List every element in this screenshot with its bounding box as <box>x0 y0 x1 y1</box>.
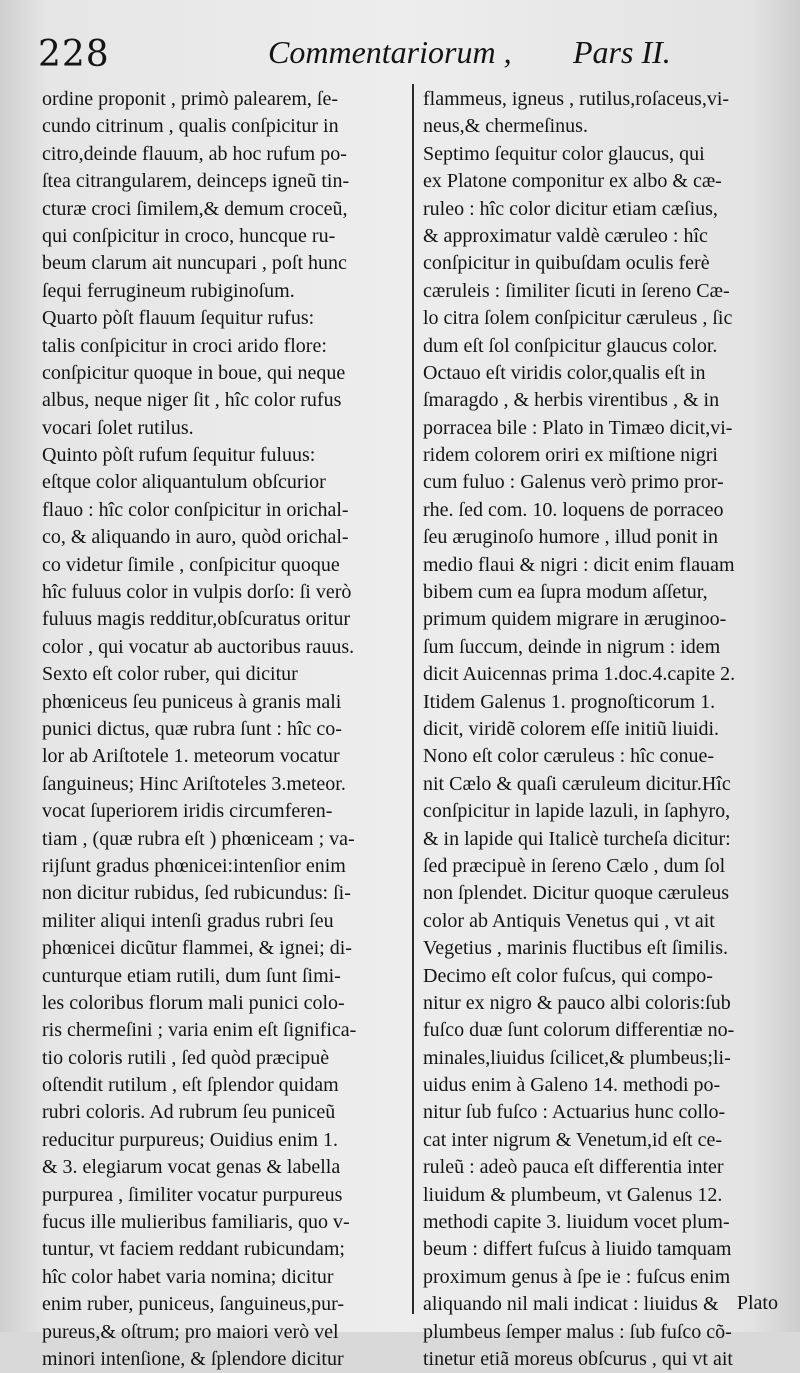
text-line: fucus ille mulieribus familiaris, quo v- <box>42 1211 350 1234</box>
text-line: minori intenſione, & ſplendore dicitur <box>42 1347 344 1370</box>
text-line: conſpicitur in quibuſdam oculis ferè <box>423 252 710 275</box>
page-number: 228 <box>38 34 110 75</box>
text-line: & in lapide qui Italicè turcheſa dicitur: <box>423 827 731 850</box>
text-line: cturæ croci ſimilem,& demum croceũ, <box>42 197 348 220</box>
text-line: vocat ſuperiorem iridis circumferen- <box>42 800 333 823</box>
text-line: militer aliqui intenſi gradus rubri ſeu <box>42 909 334 932</box>
text-line: Vegetius , marinis fluctibus eſt ſimilis. <box>423 937 728 960</box>
text-line: ſmaragdo , & herbis virentibus , & in <box>423 389 720 412</box>
part-label: Pars II. <box>573 34 671 70</box>
text-line: pureus,& oſtrum; pro maiori verò vel <box>42 1320 339 1343</box>
right-column <box>423 86 775 1373</box>
text-line: cum fuluo : Galenus verò primo pror- <box>423 471 724 494</box>
text-line: ris chermeſini ; varia enim eſt ſignifica- <box>42 1019 357 1042</box>
text-line: co, & aliquando in auro, quòd orichal- <box>42 526 349 549</box>
text-line: primum quidem migrare in æruginoo- <box>423 608 727 631</box>
text-line: dicit Auicennas prima 1.doc.4.capite 2. <box>423 663 736 686</box>
text-line: non ſplendet. Dicitur quoque cæruleus <box>423 882 730 905</box>
text-line: purpurea , ſimiliter vocatur purpureus <box>42 1183 343 1206</box>
text-line: ordine proponit , primò palearem, ſe- <box>42 88 339 110</box>
text-line: reducitur purpureus; Ouidius enim 1. <box>42 1128 339 1151</box>
text-line: Decimo eſt color fuſcus, qui compo- <box>423 964 713 987</box>
text-line: uidus enim à Galeno 14. methodi po- <box>423 1074 721 1097</box>
text-line: flammeus, igneus , rutilus,roſaceus,vi- <box>423 88 730 110</box>
text-line: rubri coloris. Ad rubrum ſeu puniceũ <box>42 1101 336 1124</box>
text-line: cunturque etiam rutili, dum ſunt ſimi- <box>42 964 341 987</box>
text-line: Quinto pòſt rufum ſequitur fuluus: <box>42 444 316 467</box>
text-line: flauo : hîc color conſpicitur in orichal- <box>42 498 349 521</box>
text-line: neus,& chermeſinus. <box>423 115 588 138</box>
text-line: fuluus magis redditur,obſcuratus oritur <box>42 608 351 631</box>
text-line: cundo citrinum , qualis conſpicitur in <box>42 115 339 138</box>
text-line: Itidem Galenus 1. prognoſticorum 1. <box>423 690 716 713</box>
text-line: Quarto pòſt flauum ſequitur rufus: <box>42 307 315 330</box>
text-line: cæruleis : ſimiliter ſicuti in ſereno Cæ- <box>423 279 730 302</box>
text-line: beum : differt fuſcus à liuido tamquam <box>423 1238 732 1261</box>
running-head: Commentariorum , <box>268 34 512 70</box>
text-line: punici dictus, quæ rubra ſunt : hîc co- <box>42 717 342 740</box>
text-line: medio flaui & nigri : dicit enim flauam <box>423 553 735 576</box>
text-line: Sexto eſt color ruber, qui dicitur <box>42 663 298 686</box>
text-line: beum clarum ait nuncupari , poſt hunc <box>42 252 347 275</box>
text-line: & approximatur valdè cæruleo : hîc <box>423 224 708 247</box>
text-line: citro,deinde flauum, ab hoc rufum po- <box>42 142 347 165</box>
text-line: methodi capite 3. liuidum vocet plum- <box>423 1211 730 1234</box>
text-line: hîc color habet varia nomina; dicitur <box>42 1265 334 1288</box>
text-line: rijſunt gradus phœnicei:intenſior enim <box>42 854 346 877</box>
text-line: ruleũ : adeò pauca eſt differentia inter <box>423 1156 724 1179</box>
text-line: hîc fuluus color in vulpis dorſo: ſi verò <box>42 581 352 604</box>
text-line: plumbeus ſemper malus : ſub fuſco cõ- <box>423 1320 732 1343</box>
text-line: albus, neque niger ſit , hîc color rufus <box>42 389 342 412</box>
text-line: lor ab Ariſtotele 1. meteorum vocatur <box>42 745 340 768</box>
text-line: conſpicitur quoque in boue, qui neque <box>42 361 346 384</box>
text-line: bibem cum ea ſupra modum aſſetur, <box>423 581 708 604</box>
text-line: ruleo : hîc color dicitur etiam cæſius, <box>423 197 718 220</box>
text-line: nitur ex nigro & pauco albi coloris:ſub <box>423 991 731 1014</box>
text-line: tiam , (quæ rubra eſt ) phœniceam ; va- <box>42 827 355 850</box>
text-line: rhe. ſed com. 10. loquens de porraceo <box>423 498 724 521</box>
text-line: tuntur, vt faciem reddant rubicundam; <box>42 1238 345 1261</box>
text-line: qui conſpicitur in croco, huncque ru- <box>42 224 336 247</box>
text-line: porracea bile : Plato in Timæo dicit,vi- <box>423 416 733 439</box>
text-line: ſed præcipuè in ſereno Cælo , dum ſol <box>423 854 726 877</box>
text-line: nitur ſub fuſco : Actuarius hunc collo- <box>423 1101 726 1124</box>
text-line: Octauo eſt viridis color,qualis eſt in <box>423 361 706 384</box>
text-line: minales,liuidus ſcilicet,& plumbeus;li- <box>423 1046 731 1069</box>
text-line: tio coloris rutili , ſed quòd præcipuè <box>42 1046 330 1069</box>
text-line: Nono eſt color cæruleus : hîc conue- <box>423 745 715 768</box>
text-line: ſum ſuccum, deinde in nigrum : idem <box>423 635 721 658</box>
text-line: phœnicei dicũtur flammei, & ignei; di- <box>42 937 352 960</box>
text-line: color ab Antiquis Venetus qui , vt ait <box>423 909 715 932</box>
text-line: tinetur etiã moreus obſcurus , qui vt ait <box>423 1347 733 1370</box>
column-rule <box>412 84 414 1314</box>
text-line: ſequi ferrugineum rubiginoſum. <box>42 279 295 302</box>
text-line: phœniceus ſeu puniceus à granis mali <box>42 690 342 713</box>
text-line: cat inter nigrum & Venetum,id eſt ce- <box>423 1128 722 1151</box>
text-line: proximum genus à ſpe ie : fuſcus enim <box>423 1265 731 1288</box>
text-line: Septimo ſequitur color glaucus, qui <box>423 142 705 165</box>
text-line: ex Platone componitur ex albo & cæ- <box>423 170 722 193</box>
text-line: ſanguineus; Hinc Ariſtoteles 3.meteor. <box>42 772 346 795</box>
page-header <box>38 30 778 80</box>
text-line: ſtea citrangularem, deinceps igneũ tin- <box>42 170 350 193</box>
text-line: eſtque color aliquantulum obſcurior <box>42 471 326 494</box>
text-line: talis conſpicitur in croci arido flore: <box>42 334 327 357</box>
text-line: ſeu æruginoſo humore , illud ponit in <box>423 526 718 549</box>
text-line: nit Cælo & quaſi cæruleum dicitur.Hîc <box>423 772 731 795</box>
text-line: les coloribus florum mali punici colo- <box>42 991 345 1014</box>
text-line: aliquando nil mali indicat : liuidus & <box>423 1293 719 1316</box>
text-line: vocari ſolet rutilus. <box>42 416 194 439</box>
text-line: conſpicitur in lapide lazuli, in ſaphyro, <box>423 800 731 823</box>
left-column <box>42 86 402 1373</box>
text-line: enim ruber, puniceus, ſanguineus,pur- <box>42 1293 345 1316</box>
text-line: ridem colorem oriri ex miſtione nigri <box>423 444 718 467</box>
text-line: co videtur ſimile , conſpicitur quoque <box>42 553 340 576</box>
text-line: non dicitur rubidus, ſed rubicundus: ſi- <box>42 882 351 905</box>
text-line: dum eſt ſol conſpicitur glaucus color. <box>423 334 718 357</box>
text-line: fuſco duæ ſunt colorum differentiæ no- <box>423 1019 735 1042</box>
text-line: color , qui vocatur ab auctoribus rauus. <box>42 635 355 658</box>
text-line: & 3. elegiarum vocat genas & labella <box>42 1156 341 1179</box>
text-line: dicit, viridẽ colorem eſſe initiũ liuidi. <box>423 717 720 740</box>
catchword: Plato <box>736 1292 778 1314</box>
text-line: liuidum & plumbeum, vt Galenus 12. <box>423 1183 723 1206</box>
text-line: oſtendit rutilum , eſt ſplendor quidam <box>42 1074 339 1097</box>
text-line: lo citra ſolem conſpicitur cæruleus , ſic <box>423 307 733 330</box>
